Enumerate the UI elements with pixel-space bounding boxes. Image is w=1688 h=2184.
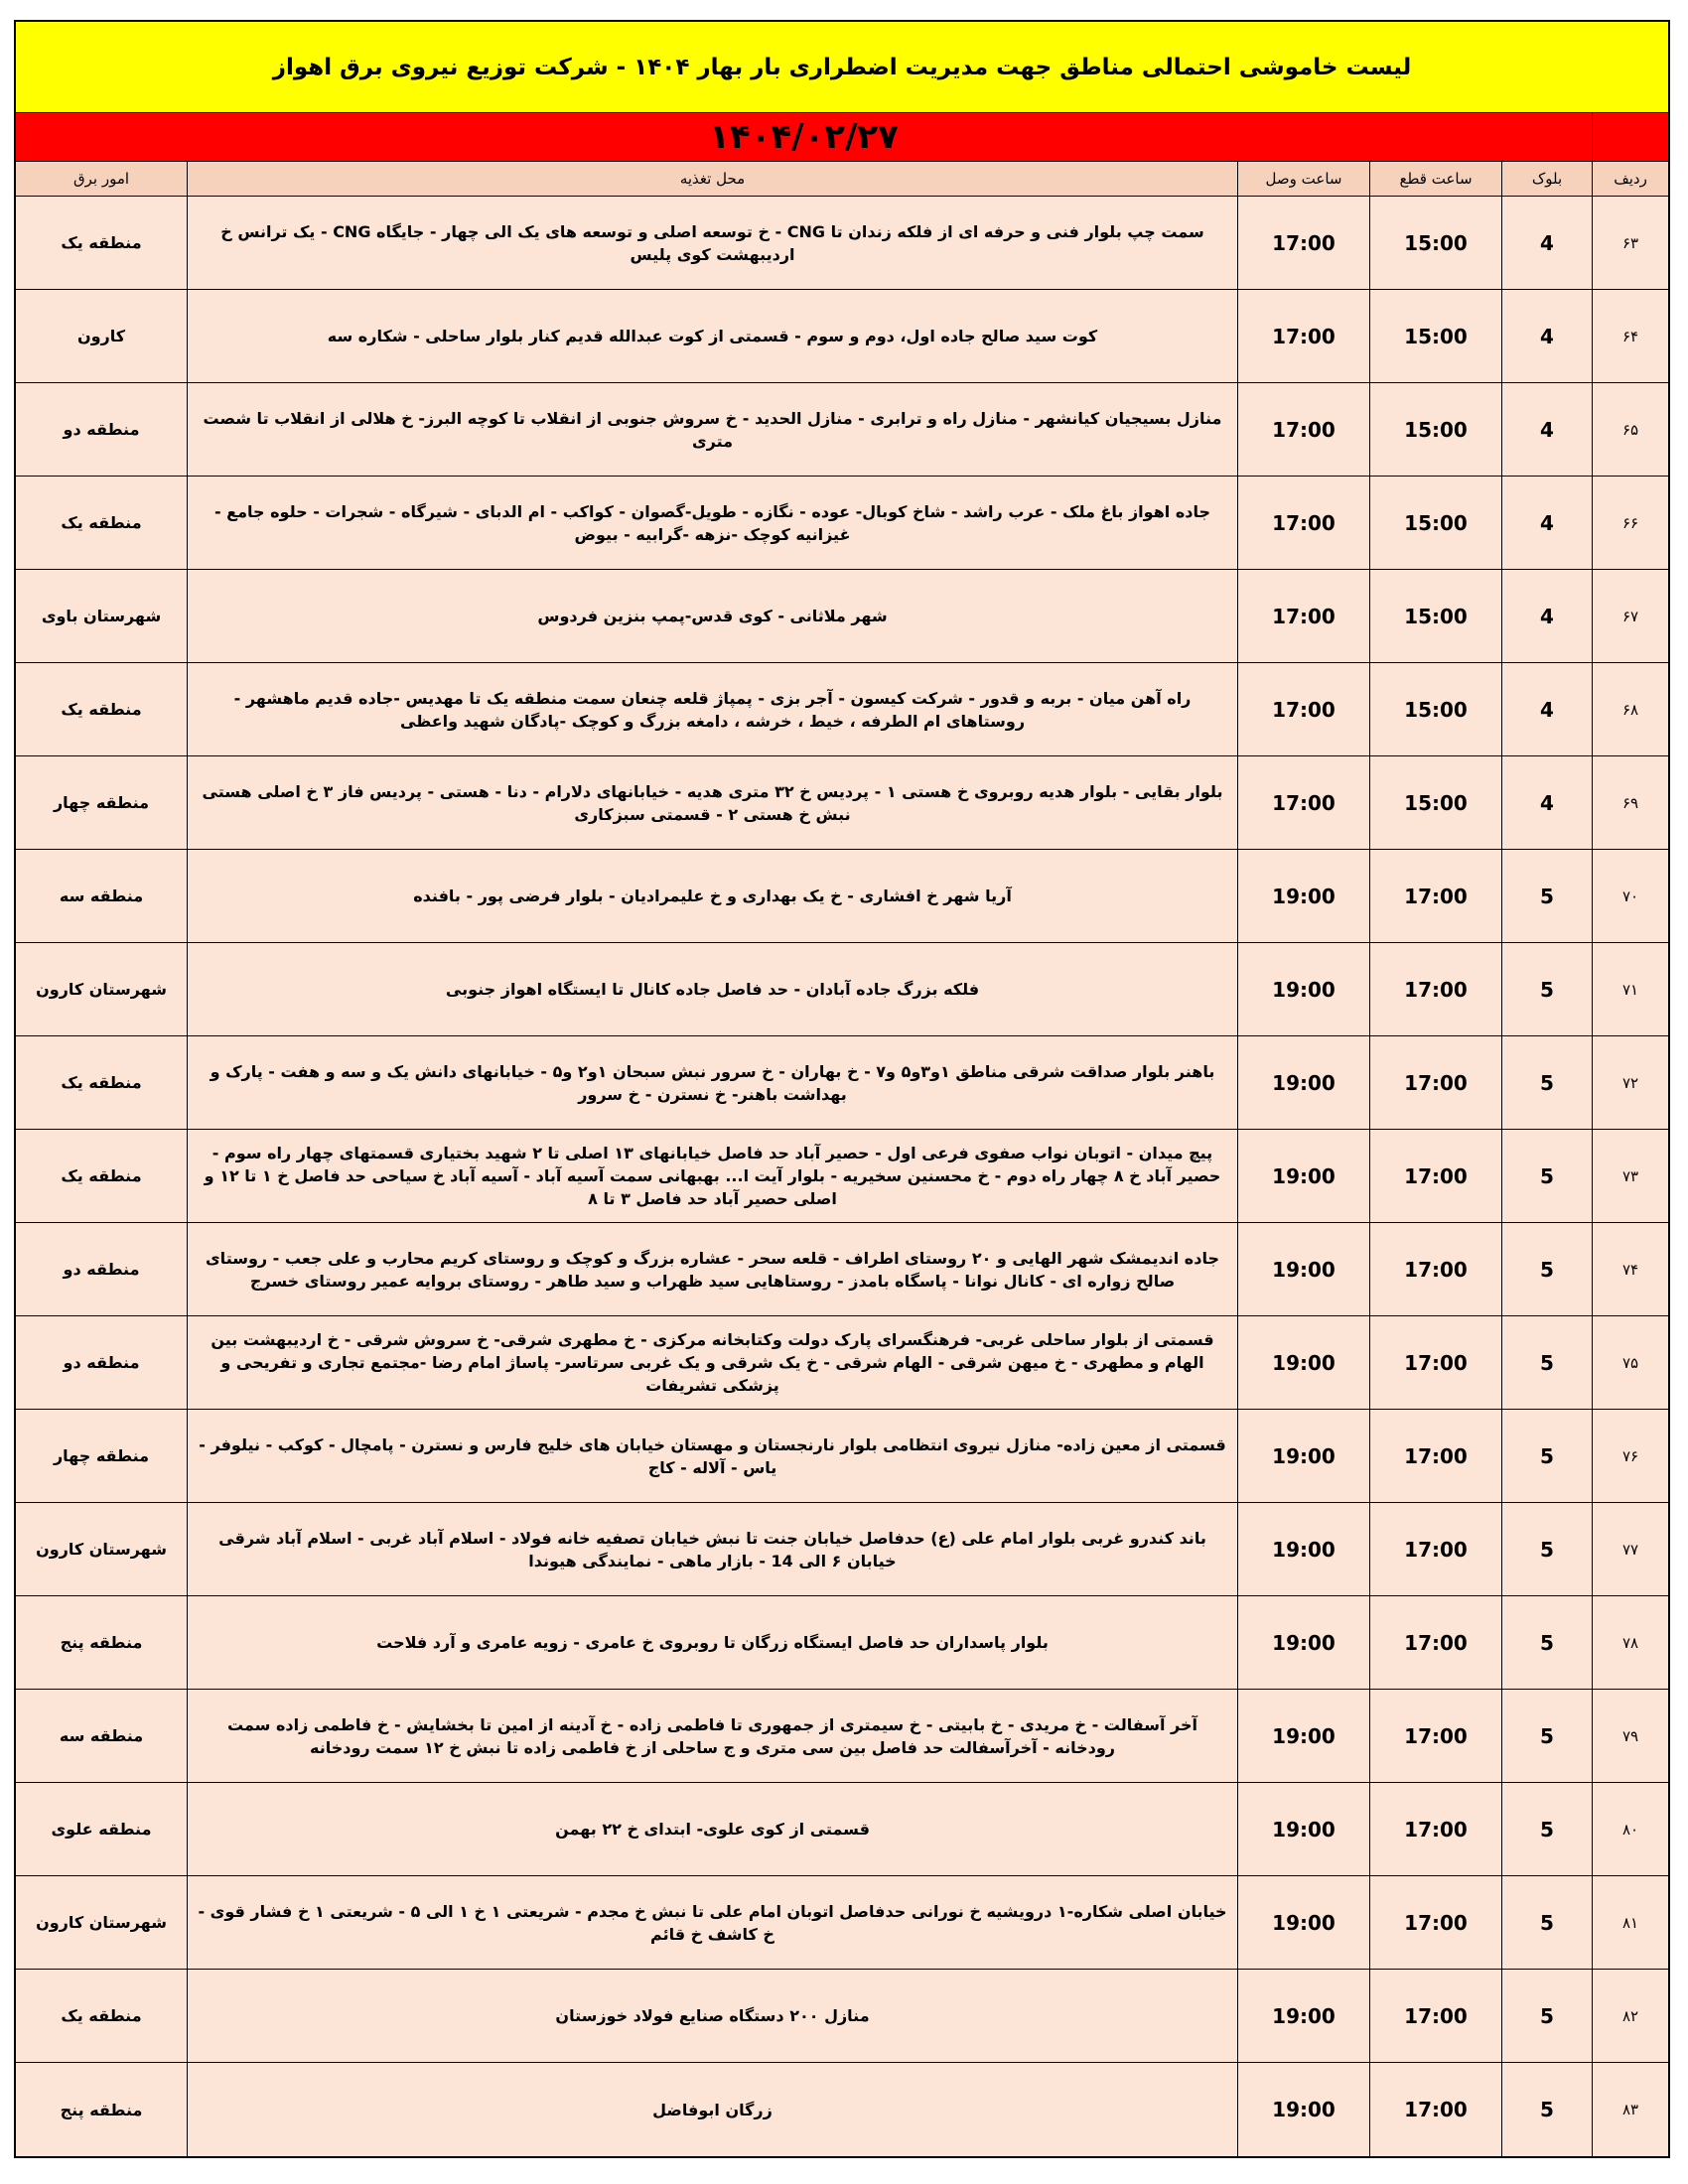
reconnect-time-cell: 19:00 bbox=[1237, 850, 1369, 942]
power-district-cell: کارون bbox=[76, 327, 126, 345]
feed-location-cell: بلوار بقایی - بلوار هدیه روبروی خ هستی ۱ - پردیس خ ۳۲ متری هدیه - خیابانهای دلارام - دنا - هستی - پردیس فاز ۳ خ اصلی هستی نبش خ هستی ۲ - قسمتی سبزکاری bbox=[187, 756, 1237, 849]
row-number-cell: ۷۶ bbox=[1592, 1410, 1668, 1502]
row-number-cell: ۷۷ bbox=[1592, 1503, 1668, 1595]
feed-location-cell: زرگان ابوفاضل bbox=[187, 2063, 1237, 2156]
feed-location-cell: آریا شهر خ افشاری - خ یک بهداری و خ علیمرادیان - بلوار فرضی پور - بافنده bbox=[187, 850, 1237, 942]
feed-location-cell: منازل ۲۰۰ دستگاه صنایع فولاد خوزستان bbox=[187, 1970, 1237, 2062]
table-row bbox=[16, 756, 1668, 850]
block-cell: 4 bbox=[1501, 477, 1592, 569]
cut-time-cell: 17:00 bbox=[1369, 943, 1501, 1035]
row-number-cell: ۷۸ bbox=[1592, 1596, 1668, 1689]
table-row bbox=[16, 2063, 1668, 2156]
table-row bbox=[16, 290, 1668, 383]
table-row bbox=[16, 1223, 1668, 1316]
feed-location-cell: راه آهن میان - بربه و قدور - شرکت کیسون - آجر بزی - پمپاژ قلعه چنعان سمت منطقه یک تا مهدیس -جاده قدیم ماهشهر - روستاهای ام الطرفه ، خیط ، خرشه ، دامغه بزرگ و کوچک -پادگان شهید واعظی bbox=[187, 663, 1237, 755]
block-cell: 5 bbox=[1501, 1690, 1592, 1782]
cut-time-cell: 15:00 bbox=[1369, 477, 1501, 569]
block-cell: 5 bbox=[1501, 1783, 1592, 1875]
block-cell: 5 bbox=[1501, 2063, 1592, 2156]
feed-location-cell: باند کندرو غربی بلوار امام علی (ع) حدفاصل خیابان جنت تا نبش خیابان تصفیه خانه فولاد - اسلام آباد غربی - اسلام آباد شرقی خیابان ۶ الی 14 - بازار ماهی - نمایندگی هیوندا bbox=[187, 1503, 1237, 1595]
reconnect-time-cell: 19:00 bbox=[1237, 1316, 1369, 1409]
block-cell: 4 bbox=[1501, 197, 1592, 289]
feed-location-cell: جاده اندیمشک شهر الهایی و ۲۰ روستای اطراف - قلعه سحر - عشاره بزرگ و کوچک و روستای کریم محارب و علی جعب - روستای صالح زواره ای - کانال نوانا - پاسگاه بامدز - روستاهایی سید ظهراب و سید طاهر - روستای بروایه عمیر روستای خسرج bbox=[187, 1223, 1237, 1315]
block-cell: 4 bbox=[1501, 383, 1592, 476]
power-district-cell: منطقه پنج bbox=[60, 2100, 143, 2119]
reconnect-time-cell: 19:00 bbox=[1237, 1130, 1369, 1222]
feed-location-cell: قسمتی از بلوار ساحلی غربی- فرهنگسرای پارک دولت وکتابخانه مرکزی - خ مطهری شرقی- خ سروش شرقی - خ اردیبهشت بین الهام و مطهری - خ میهن شرقی - الهام شرقی - خ یک شرقی و یک غربی سرتاسر- پاساژ امام رضا -مجتمع تجاری و تفریحی و پزشکی تشریفات bbox=[187, 1316, 1237, 1409]
cut-time-cell: 15:00 bbox=[1369, 756, 1501, 849]
row-number-cell: ۸۱ bbox=[1592, 1876, 1668, 1969]
power-district-cell: منطقه یک bbox=[61, 233, 142, 252]
table-row bbox=[16, 1130, 1668, 1223]
feed-location-cell: قسمتی از معین زاده- منازل نیروی انتظامی بلوار نارنجستان و مهستان خیابان های خلیج فارس و نسترن - پامچال - کوکب - نیلوفر - یاس - آلاله - کاج bbox=[187, 1410, 1237, 1502]
power-district-cell: منطقه سه bbox=[59, 1726, 144, 1745]
row-number-cell: ۷۱ bbox=[1592, 943, 1668, 1035]
cut-time-cell: 17:00 bbox=[1369, 1970, 1501, 2062]
reconnect-time-cell: 17:00 bbox=[1237, 290, 1369, 382]
row-number-cell: ۸۲ bbox=[1592, 1970, 1668, 2062]
reconnect-time-cell: 19:00 bbox=[1237, 943, 1369, 1035]
header-block: بلوک bbox=[1501, 162, 1592, 196]
block-cell: 5 bbox=[1501, 1410, 1592, 1502]
power-district-cell: منطقه سه bbox=[59, 887, 144, 905]
header-cut-time: ساعت قطع bbox=[1369, 162, 1501, 196]
row-number-cell: ۶۹ bbox=[1592, 756, 1668, 849]
reconnect-time-cell: 19:00 bbox=[1237, 2063, 1369, 2156]
table-row bbox=[16, 1876, 1668, 1970]
feed-location-cell: پیچ میدان - اتوبان نواب صفوی فرعی اول - حصیر آباد حد فاصل خیابانهای ۱۳ اصلی تا ۲ شهید بختیاری قسمتهای چهار راه سوم - حصیر آباد خ ۸ چهار راه دوم - خ محسنین سخیریه - بلوار آیت ا... بهبهانی سمت آسیه آباد - آسیه آباد خ سیاحی حد فاصل خ ۱ تا ۱۲ و اصلی حصیر آباد حد فاصل ۳ تا ۸ bbox=[187, 1130, 1237, 1222]
power-district-cell: شهرستان کارون bbox=[36, 980, 167, 999]
block-cell: 5 bbox=[1501, 1596, 1592, 1689]
cut-time-cell: 17:00 bbox=[1369, 1316, 1501, 1409]
power-district-cell: منطقه یک bbox=[61, 700, 142, 719]
reconnect-time-cell: 19:00 bbox=[1237, 1970, 1369, 2062]
reconnect-time-cell: 19:00 bbox=[1237, 1596, 1369, 1689]
row-number-cell: ۷۴ bbox=[1592, 1223, 1668, 1315]
power-district-cell: منطقه علوی bbox=[51, 1820, 152, 1839]
block-cell: 5 bbox=[1501, 850, 1592, 942]
reconnect-time-cell: 17:00 bbox=[1237, 663, 1369, 755]
reconnect-time-cell: 17:00 bbox=[1237, 570, 1369, 662]
row-number-cell: ۷۲ bbox=[1592, 1036, 1668, 1129]
reconnect-time-cell: 17:00 bbox=[1237, 756, 1369, 849]
table-row bbox=[16, 570, 1668, 663]
document-title: لیست خاموشی احتمالی مناطق جهت مدیریت اضطراری بار بهار ۱۴۰۴ - شرکت توزیع نیروی برق اهواز bbox=[16, 22, 1668, 113]
reconnect-time-cell: 19:00 bbox=[1237, 1690, 1369, 1782]
feed-location-cell: منازل بسیجیان کیانشهر - منازل راه و ترابری - منازل الحدید - خ سروش جنوبی از انقلاب تا کوچه البرز- خ هلالی از انقلاب تا شصت متری bbox=[187, 383, 1237, 476]
power-district-cell: منطقه دو bbox=[63, 1260, 140, 1279]
cut-time-cell: 17:00 bbox=[1369, 850, 1501, 942]
date-band-corner-cell bbox=[1592, 113, 1668, 161]
block-cell: 4 bbox=[1501, 756, 1592, 849]
date-band bbox=[16, 113, 1668, 162]
table-row bbox=[16, 1036, 1668, 1130]
power-district-cell: شهرستان باوی bbox=[41, 607, 162, 625]
table-row bbox=[16, 1503, 1668, 1596]
cut-time-cell: 17:00 bbox=[1369, 1036, 1501, 1129]
block-cell: 5 bbox=[1501, 1130, 1592, 1222]
cut-time-cell: 17:00 bbox=[1369, 2063, 1501, 2156]
table-row bbox=[16, 197, 1668, 290]
power-district-cell: منطقه چهار bbox=[53, 793, 150, 812]
block-cell: 4 bbox=[1501, 290, 1592, 382]
power-district-cell: منطقه یک bbox=[61, 2006, 142, 2025]
feed-location-cell: خیابان اصلی شکاره-۱ درویشیه خ نورانی حدفاصل اتوبان امام علی تا نبش خ مجدم - شریعتی ۱ خ ۱ الی ۵ - شریعتی ۱ خ فشار قوی - خ کاشف خ قائم bbox=[187, 1876, 1237, 1969]
reconnect-time-cell: 17:00 bbox=[1237, 383, 1369, 476]
date-band-cell bbox=[16, 113, 1592, 161]
row-number-cell: ۷۵ bbox=[1592, 1316, 1668, 1409]
row-number-cell: ۶۳ bbox=[1592, 197, 1668, 289]
table-row bbox=[16, 663, 1668, 756]
feed-location-cell: باهنر بلوار صداقت شرقی مناطق ۱و۳و۵ و۷ - خ بهاران - خ سرور نبش سبحان ۱و۲ و۵ - خیابانهای دانش یک و سه و هفت - پارک و بهداشت باهنر- خ نسترن - خ سرور bbox=[187, 1036, 1237, 1129]
feed-location-cell: سمت چپ بلوار فنی و حرفه ای از فلکه زندان تا CNG - خ توسعه اصلی و توسعه های یک الی چهار - جایگاه CNG - یک ترانس خ اردیبهشت کوی پلیس bbox=[187, 197, 1237, 289]
row-number-cell: ۷۰ bbox=[1592, 850, 1668, 942]
row-number-cell: ۶۷ bbox=[1592, 570, 1668, 662]
block-cell: 5 bbox=[1501, 1503, 1592, 1595]
row-number-cell: ۸۳ bbox=[1592, 2063, 1668, 2156]
reconnect-time-cell: 19:00 bbox=[1237, 1036, 1369, 1129]
block-cell: 5 bbox=[1501, 1876, 1592, 1969]
feed-location-cell: آخر آسفالت - خ مریدی - خ بابیتی - خ سیمتری از جمهوری تا فاطمی زاده - خ آدینه از امین تا بخشایش - خ فاطمی زاده سمت رودخانه - آخرآسفالت حد فاصل بین سی متری و ج ساحلی از خ فاطمی زاده تا نبش خ ۱۲ سمت رودخانه bbox=[187, 1690, 1237, 1782]
header-row-number: ردیف bbox=[1592, 162, 1668, 196]
cut-time-cell: 17:00 bbox=[1369, 1223, 1501, 1315]
power-district-cell: منطقه یک bbox=[61, 1073, 142, 1092]
table-row bbox=[16, 1690, 1668, 1783]
cut-time-cell: 15:00 bbox=[1369, 570, 1501, 662]
reconnect-time-cell: 19:00 bbox=[1237, 1223, 1369, 1315]
power-district-cell: شهرستان کارون bbox=[36, 1913, 167, 1932]
cut-time-cell: 17:00 bbox=[1369, 1503, 1501, 1595]
block-cell: 4 bbox=[1501, 663, 1592, 755]
block-cell: 5 bbox=[1501, 1970, 1592, 2062]
row-number-cell: ۸۰ bbox=[1592, 1783, 1668, 1875]
feed-location-cell: بلوار پاسداران حد فاصل ایستگاه زرگان تا روبروی خ عامری - زویه عامری و آرد فلاحت bbox=[187, 1596, 1237, 1689]
table-row bbox=[16, 943, 1668, 1036]
reconnect-time-cell: 19:00 bbox=[1237, 1410, 1369, 1502]
feed-location-cell: شهر ملاثانی - کوی قدس-پمپ بنزین فردوس bbox=[187, 570, 1237, 662]
block-cell: 5 bbox=[1501, 1316, 1592, 1409]
cut-time-cell: 17:00 bbox=[1369, 1783, 1501, 1875]
cut-time-cell: 17:00 bbox=[1369, 1410, 1501, 1502]
row-number-cell: ۶۵ bbox=[1592, 383, 1668, 476]
table-row bbox=[16, 1970, 1668, 2063]
cut-time-cell: 15:00 bbox=[1369, 663, 1501, 755]
row-number-cell: ۶۶ bbox=[1592, 477, 1668, 569]
cut-time-cell: 17:00 bbox=[1369, 1876, 1501, 1969]
power-district-cell: منطقه چهار bbox=[53, 1446, 150, 1465]
block-cell: 5 bbox=[1501, 1036, 1592, 1129]
table-row bbox=[16, 1596, 1668, 1690]
cut-time-cell: 17:00 bbox=[1369, 1690, 1501, 1782]
feed-location-cell: کوت سید صالح جاده اول، دوم و سوم - قسمتی از کوت عبدالله قدیم کنار بلوار ساحلی - شکاره سه bbox=[187, 290, 1237, 382]
row-number-cell: ۶۴ bbox=[1592, 290, 1668, 382]
power-district-cell: منطقه دو bbox=[63, 420, 140, 439]
table-body bbox=[16, 197, 1668, 2156]
table-row bbox=[16, 1410, 1668, 1503]
cut-time-cell: 15:00 bbox=[1369, 383, 1501, 476]
block-cell: 4 bbox=[1501, 570, 1592, 662]
header-power-district: امور برق bbox=[72, 170, 130, 188]
feed-location-cell: فلکه بزرگ جاده آبادان - حد فاصل جاده کانال تا ایستگاه اهواز جنوبی bbox=[187, 943, 1237, 1035]
cut-time-cell: 15:00 bbox=[1369, 290, 1501, 382]
row-number-cell: ۷۳ bbox=[1592, 1130, 1668, 1222]
cut-time-cell: 15:00 bbox=[1369, 197, 1501, 289]
block-cell: 5 bbox=[1501, 1223, 1592, 1315]
cut-time-cell: 17:00 bbox=[1369, 1596, 1501, 1689]
power-district-cell: منطقه پنج bbox=[60, 1633, 143, 1652]
block-cell: 5 bbox=[1501, 943, 1592, 1035]
cut-time-cell: 17:00 bbox=[1369, 1130, 1501, 1222]
feed-location-cell: قسمتی از کوی علوی- ابتدای خ ۲۲ بهمن bbox=[187, 1783, 1237, 1875]
header-reconnect-time: ساعت وصل bbox=[1237, 162, 1369, 196]
row-number-cell: ۷۹ bbox=[1592, 1690, 1668, 1782]
power-district-cell: منطقه یک bbox=[61, 513, 142, 532]
table-row bbox=[16, 383, 1668, 477]
reconnect-time-cell: 17:00 bbox=[1237, 197, 1369, 289]
power-district-cell: منطقه دو bbox=[63, 1353, 140, 1372]
table-row bbox=[16, 477, 1668, 570]
reconnect-time-cell: 17:00 bbox=[1237, 477, 1369, 569]
table-row bbox=[16, 850, 1668, 943]
feed-location-cell: جاده اهواز باغ ملک - عرب راشد - شاخ کوبال- عوده - نگازه - طویل-گصوان - کواکب - ام الدبای - شیرگاه - شجرات - حلوه جامع - غیزانیه کوچک -نزهه -گرابیه - بیوض bbox=[187, 477, 1237, 569]
table-row bbox=[16, 1783, 1668, 1876]
table-row bbox=[16, 1316, 1668, 1410]
reconnect-time-cell: 19:00 bbox=[1237, 1876, 1369, 1969]
reconnect-time-cell: 19:00 bbox=[1237, 1503, 1369, 1595]
power-district-cell: شهرستان کارون bbox=[36, 1540, 167, 1559]
reconnect-time-cell: 19:00 bbox=[1237, 1783, 1369, 1875]
outage-schedule-table bbox=[14, 20, 1670, 2158]
schedule-date: ۱۴۰۴/۰۲/۲۷ bbox=[709, 117, 899, 157]
table-header-row bbox=[16, 162, 1668, 197]
power-district-cell: منطقه یک bbox=[61, 1166, 142, 1185]
header-feed-location: محل تغذیه bbox=[187, 162, 1237, 196]
row-number-cell: ۶۸ bbox=[1592, 663, 1668, 755]
